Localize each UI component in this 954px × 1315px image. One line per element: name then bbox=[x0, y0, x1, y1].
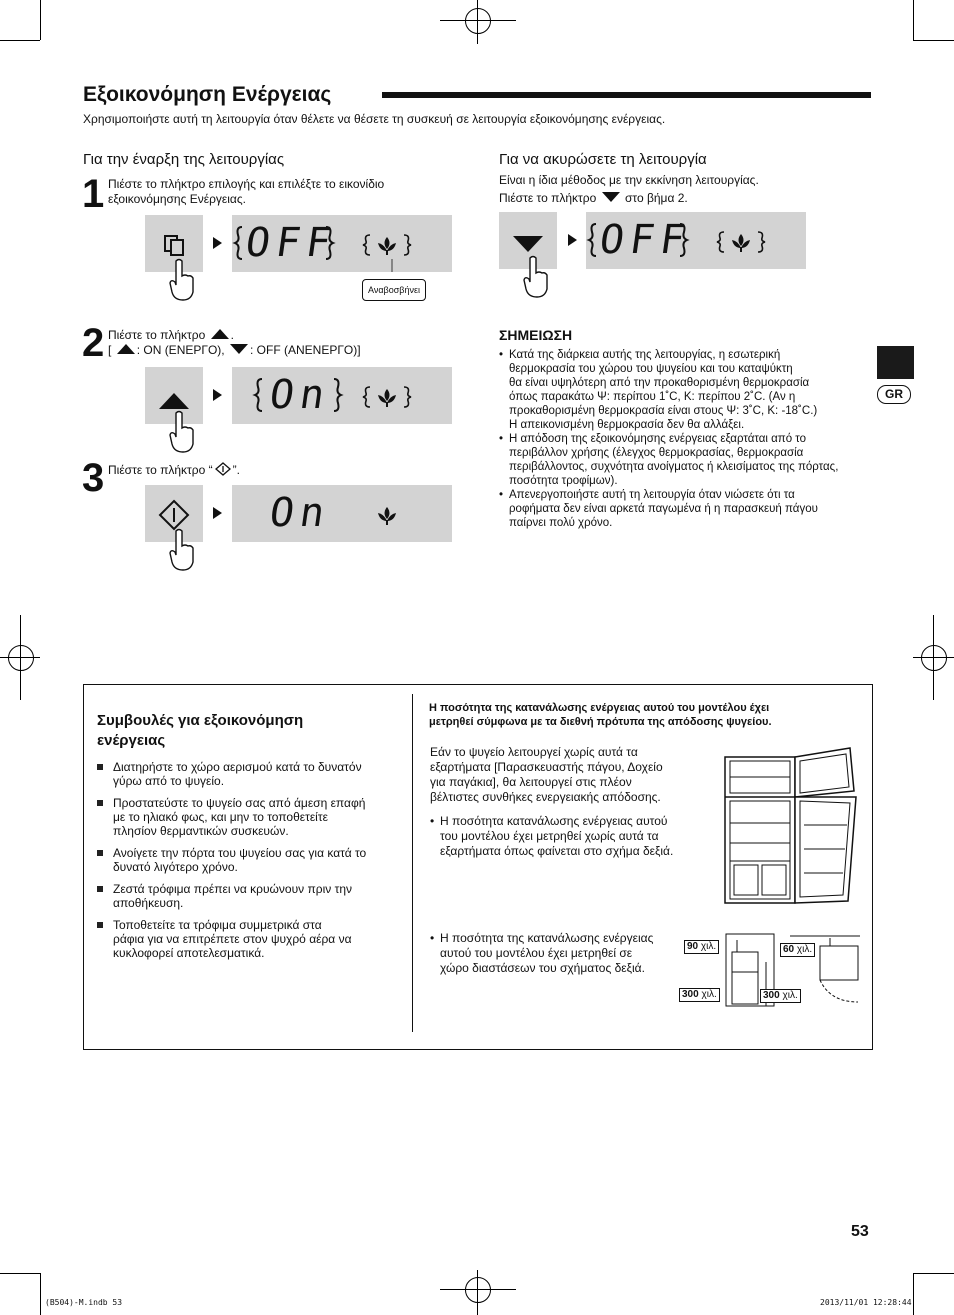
fridge-illustration bbox=[722, 745, 862, 905]
tips-heading: Συμβουλές για εξοικονόμηση ενέργειας bbox=[97, 712, 304, 749]
footer-date: 2013/11/01 12:28:44 bbox=[820, 1298, 912, 1307]
note-item: • Κατά της διάρκεια αυτής της λειτουργίας, η εσωτερική θερμοκρασία του χώρου του ψυγείου και του καταψύκτη θα είναι υψηλότερη από την προκαθορισμένη θερμοκρασία όπως παρακάτω Ψ: περίπου 1˚C, Κ: περίπου 2˚C. (Αν η προκαθορισμένη θερμοκρασία είναι στους Ψ: 3˚C, Κ: -18˚C.) Η απεικονισμένη θερμοκρασία δεν θα αλλάξει. bbox=[499, 348, 874, 432]
measured-without-parts: • Η ποσότητα κατανάλωσης ενέργειας αυτού του μοντέλου έχει μετρηθεί χωρίς αυτά τα εξαρτήματα όπως φαίνεται στο σχήμα δεξιά. bbox=[430, 814, 700, 859]
language-badge: GR bbox=[877, 385, 911, 404]
tip-item: Ανοίγετε την πόρτα του ψυγείου σας για κατά το δυνατό λιγότερο χρόνο. bbox=[97, 846, 402, 874]
step-number: 2 bbox=[82, 321, 105, 365]
title-rule bbox=[382, 92, 871, 98]
note-item: • Η απόδοση της εξοικονόμησης ενέργειας εξαρτάται από το περιβάλλον χρήσης (έλεγχος θερμοκρασίας, θερμοκρασία περιβάλλοντος, συχνότητα ανοίγματος ή κλεισίματος της πόρτας, ποσότητα τροφίμων). bbox=[499, 432, 874, 488]
lcd-text: OFF bbox=[242, 220, 340, 266]
up-key-icon bbox=[117, 344, 135, 355]
tip-item: Προστατεύστε το ψυγείο σας από άμεση επαφή με το ηλιακό φως, και μην το τοποθετείτε πλησίον θερμαντικών συσκευών. bbox=[97, 796, 402, 838]
step2-text: Πιέστε το πλήκτρο . [ : ON (ΕΝΕΡΓΟ), : OFF (ΑΝΕΝΕΡΓΟ)] bbox=[108, 328, 361, 357]
up-key-icon bbox=[211, 329, 229, 340]
lcd-display-on bbox=[232, 367, 452, 424]
measured-space-text: • Η ποσότητα της κατανάλωσης ενέργειας αυτού του μοντέλου έχει μετρηθεί σε χώρο διαστάσεων του σχήματος δεξιά. bbox=[430, 931, 680, 976]
leaf-icon bbox=[378, 389, 396, 407]
page-number: 53 bbox=[851, 1223, 869, 1240]
lcd-text: On bbox=[266, 490, 334, 536]
page-title: Εξοικονόμηση Ενέργειας bbox=[83, 83, 332, 106]
arrow-right-icon bbox=[568, 234, 577, 246]
hand-pointer-icon bbox=[166, 528, 196, 572]
dim-90: 90 χιλ. bbox=[684, 940, 719, 954]
hand-pointer-icon bbox=[166, 258, 196, 302]
step1-text: Πιέστε το πλήκτρο επιλογής και επιλέξτε το εικονίδιο εξοικονόμησης Ενέργειας. bbox=[108, 177, 385, 206]
tip-item: Ζεστά τρόφιμα πρέπει να κρυώνουν πριν την αποθήκευση. bbox=[97, 882, 402, 910]
step-number: 1 bbox=[82, 172, 105, 216]
lcd-display-off bbox=[232, 215, 452, 272]
side-tab-block bbox=[877, 346, 914, 379]
intro-text: Χρησιμοποιήστε αυτή τη λειτουργία όταν θέλετε να θέσετε τη συσκευή σε λειτουργία εξοικονόμησης ενέργειας. bbox=[83, 112, 666, 126]
crop-mark bbox=[913, 1273, 954, 1274]
dim-300-right: 300 χιλ. bbox=[760, 989, 801, 1003]
step-number: 3 bbox=[82, 456, 105, 500]
tip-item: Διατηρήστε το χώρο αερισμού κατά το δυνατόν γύρω από το ψυγείο. bbox=[97, 760, 402, 788]
arrow-right-icon bbox=[213, 507, 222, 519]
lcd-display-on-final bbox=[232, 485, 452, 542]
lcd-text: On bbox=[266, 372, 334, 418]
cancel-heading: Για να ακυρώσετε τη λειτουργία bbox=[499, 151, 707, 168]
leaf-icon bbox=[378, 237, 396, 255]
footer-file: (B504)-M.indb 53 bbox=[45, 1298, 123, 1307]
crop-mark bbox=[40, 0, 41, 40]
note-list bbox=[499, 348, 874, 530]
note-heading: ΣΗΜΕΙΩΣΗ bbox=[499, 327, 573, 343]
lcd-display-cancel bbox=[586, 212, 806, 269]
leaf-icon bbox=[378, 507, 396, 525]
blinks-callout: Αναβοσβήνει bbox=[362, 279, 426, 301]
note-item: • Απενεργοποιήστε αυτή τη λειτουργία όταν νιώσετε ότι τα ροφήματα δεν είναι αρκετά παγωμένα ή η παρασκευή πάγου παίρνει πολύ χρόνο. bbox=[499, 488, 874, 530]
down-key-icon bbox=[602, 192, 620, 203]
tips-divider bbox=[412, 694, 413, 1032]
down-key-icon bbox=[230, 344, 248, 355]
lcd-text: OFF bbox=[596, 217, 694, 263]
hand-pointer-icon bbox=[166, 410, 196, 454]
cancel-text: Είναι η ίδια μέθοδος με την εκκίνηση λειτουργίας. Πιέστε το πλήκτρο στο βήμα 2. bbox=[499, 173, 759, 205]
hand-pointer-icon bbox=[520, 255, 550, 299]
leaf-icon bbox=[732, 234, 750, 252]
registration-mark bbox=[921, 645, 947, 671]
start-heading: Για την έναρξη της λειτουργίας bbox=[83, 151, 285, 168]
dim-60: 60 χιλ. bbox=[780, 943, 815, 957]
arrow-right-icon bbox=[213, 237, 222, 249]
crop-mark bbox=[913, 40, 954, 41]
crop-mark bbox=[40, 1273, 41, 1315]
energy-standard-note: Η ποσότητα της κατανάλωσης ενέργειας αυτού του μοντέλου έχει μετρηθεί σύμφωνα με τα διεθνή πρότυπα της απόδοσης ψυγείου. bbox=[429, 702, 772, 728]
start-key-icon bbox=[215, 462, 231, 476]
registration-mark bbox=[465, 8, 491, 34]
arrow-right-icon bbox=[213, 389, 222, 401]
registration-mark bbox=[8, 645, 34, 671]
crop-mark bbox=[0, 40, 40, 41]
step3-text: Πιέστε το πλήκτρο “ ”. bbox=[108, 463, 240, 477]
tip-item: Τοποθετείτε τα τρόφιμα συμμετρικά στα ράφια για να επιτρέπετε στον ψυχρό αέρα να κυκλοφορεί αποτελεσματικά. bbox=[97, 918, 402, 960]
crop-mark bbox=[0, 1273, 40, 1274]
registration-mark bbox=[465, 1277, 491, 1303]
tips-list bbox=[97, 760, 402, 968]
dim-300-left: 300 χιλ. bbox=[679, 988, 720, 1002]
optimal-conditions-text: Εάν το ψυγείο λειτουργεί χωρίς αυτά τα εξαρτήματα [Παρασκευαστής πάγου, Δοχείο για παγάκια], θα λειτουργεί στις πλέον βέλτιστες συνθήκες ενεργειακής απόδοσης. bbox=[430, 745, 663, 804]
crop-mark bbox=[913, 1273, 914, 1315]
crop-mark bbox=[913, 0, 914, 40]
